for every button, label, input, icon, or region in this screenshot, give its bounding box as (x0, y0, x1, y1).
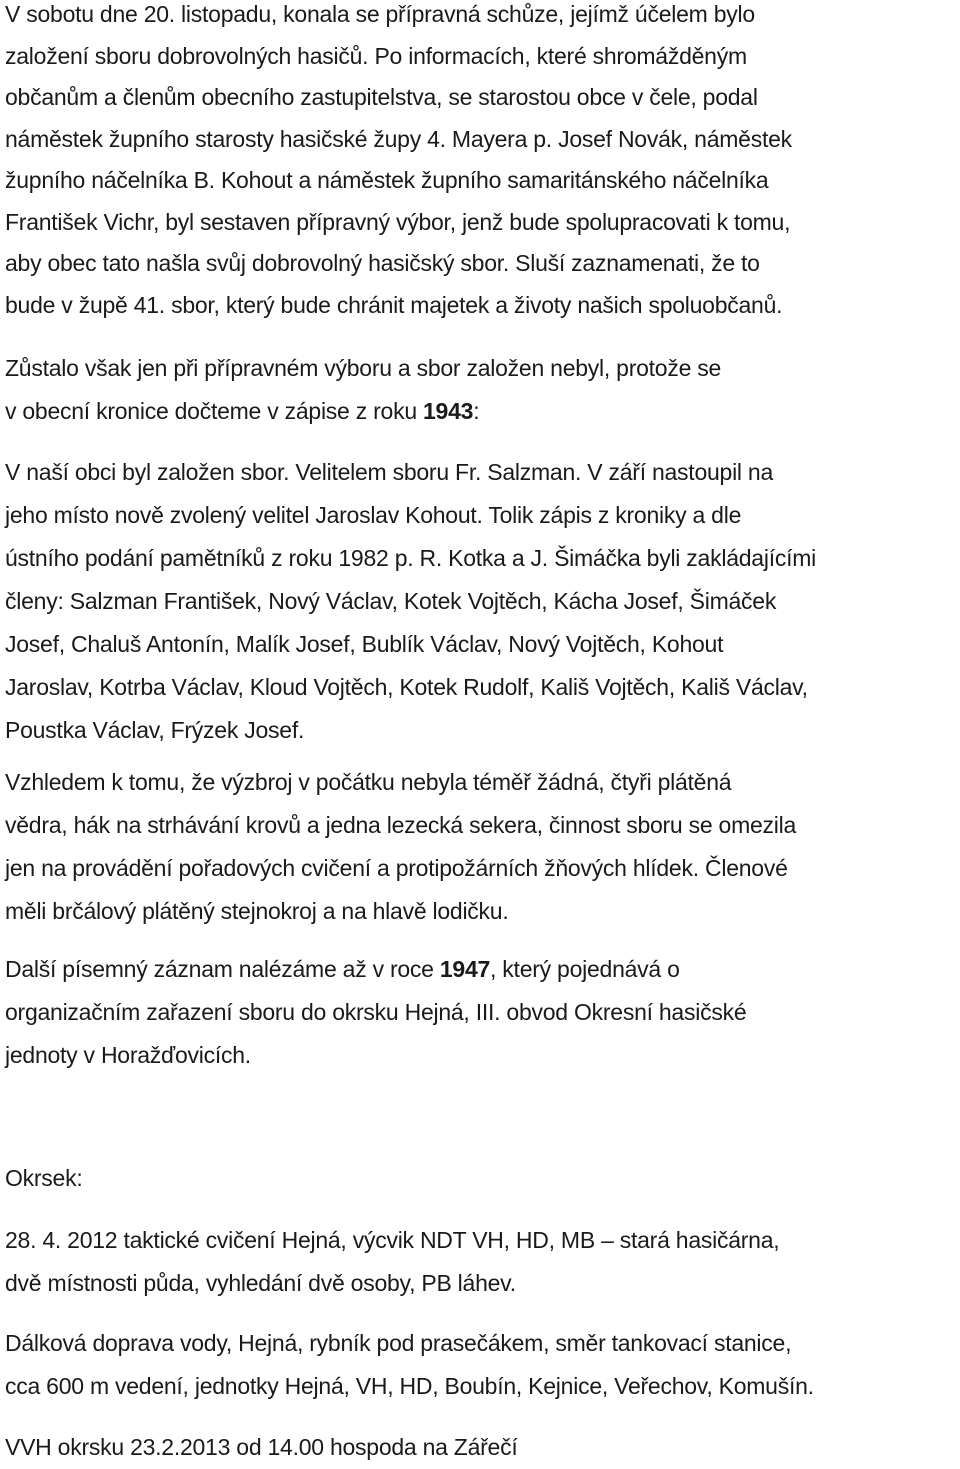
text-line: občanům a členům obecního zastupitelstva, se starostou obce v čele, podal (5, 84, 758, 110)
text-line: Zůstalo však jen při přípravném výboru a sbor založen nebyl, protože se (5, 355, 722, 381)
paragraph-meeting (5, 1426, 518, 1469)
text-line: Jaroslav, Kotrba Václav, Kloud Vojtěch, Kotek Rudolf, Kališ Vojtěch, Kališ Václav, (5, 674, 808, 700)
text-line: Josef, Chaluš Antonín, Malík Josef, Bublík Václav, Nový Vojtěch, Kohout (5, 631, 724, 657)
text-line: Dálková doprava vody, Hejná, rybník pod prasečákem, směr tankovací stanice, (5, 1330, 792, 1356)
paragraph-not-founded (5, 347, 721, 433)
text-line: ústního podání pamětníků z roku 1982 p. R. Kotka a J. Šimáčka byli zakládajícími (5, 545, 816, 571)
text-line: měli brčálový plátěný stejnokroj a na hlavě lodičku. (5, 898, 509, 924)
text-line: náměstek župního starosty hasičské župy 4. Mayera p. Josef Novák, náměstek (5, 125, 792, 152)
text-line (5, 948, 746, 991)
text-line: V naší obci byl založen sbor. Velitelem sboru Fr. Salzman. V září nastoupil na (5, 459, 774, 485)
text-line: organizačním zařazení sboru do okrsku Hejná, III. obvod Okresní hasičské (5, 999, 747, 1025)
text-line: založení sboru dobrovolných hasičů. Po informacích, které shromážděným (5, 42, 747, 69)
text-line: dvě místnosti půda, vyhledání dvě osoby, PB láhev. (5, 1270, 516, 1296)
text-line (5, 390, 721, 433)
text-line: František Vichr, byl sestaven přípravný výbor, jenž bude spolupracovati k tomu, (5, 208, 791, 235)
paragraph-equipment (5, 761, 796, 933)
text-segment: , který pojednává o (490, 956, 680, 982)
year-1943: 1943 (423, 398, 474, 424)
text-line: vědra, hák na strhávání krovů a jedna lezecká sekera, činnost sboru se omezila (5, 812, 797, 838)
text-line: VVH okrsku 23.2.2013 od 14.00 hospoda na Zářečí (5, 1434, 518, 1460)
text-line: aby obec tato našla svůj dobrovolný hasičský sbor. Sluší zaznamenati, že to (5, 250, 760, 276)
text-segment: v obecní kronice dočteme v zápise z roku (5, 398, 424, 424)
text-line: jeho místo nově zvolený velitel Jaroslav Kohout. Tolik zápis z kroniky a dle (5, 502, 742, 528)
paragraph-exercise (5, 1219, 779, 1305)
text-line: členy: Salzman František, Nový Václav, Kotek Vojtěch, Kácha Josef, Šimáček (5, 588, 777, 614)
year-1947: 1947 (439, 956, 491, 982)
text-line: Vzhledem k tomu, že výzbroj v počátku nebyla téměř žádná, čtyři plátěná (5, 769, 732, 795)
text-line: bude v župě 41. sbor, který bude chránit majetek a životy našich spoluobčanů. (5, 291, 783, 318)
paragraph-water-transport (5, 1322, 814, 1408)
district-heading (5, 1157, 82, 1200)
text-line: župního náčelníka B. Kohout a náměstek župního samaritánského náčelníka (5, 167, 769, 193)
text-line: jednoty v Horažďovicích. (5, 1042, 251, 1068)
paragraph-record-1947 (5, 948, 746, 1077)
paragraph-founding-members (5, 451, 816, 752)
text-line: cca 600 m vedení, jednotky Hejná, VH, HD, Boubín, Kejnice, Veřechov, Komušín. (5, 1373, 814, 1399)
text-segment: : (473, 398, 480, 424)
text-line: V sobotu dne 20. listopadu, konala se přípravná schůze, jejímž účelem bylo (5, 1, 755, 27)
paragraph-founding-meeting (5, 0, 792, 326)
text-segment: Další písemný záznam nalézáme až v roce (5, 956, 440, 982)
text-line: 28. 4. 2012 taktické cvičení Hejná, výcvik NDT VH, HD, MB – stará hasičárna, (5, 1227, 780, 1253)
text-line: jen na provádění pořadových cvičení a protipožárních žňových hlídek. Členové (5, 855, 788, 881)
text-line: Poustka Václav, Frýzek Josef. (5, 717, 305, 743)
heading-text: Okrsek: (5, 1165, 83, 1191)
